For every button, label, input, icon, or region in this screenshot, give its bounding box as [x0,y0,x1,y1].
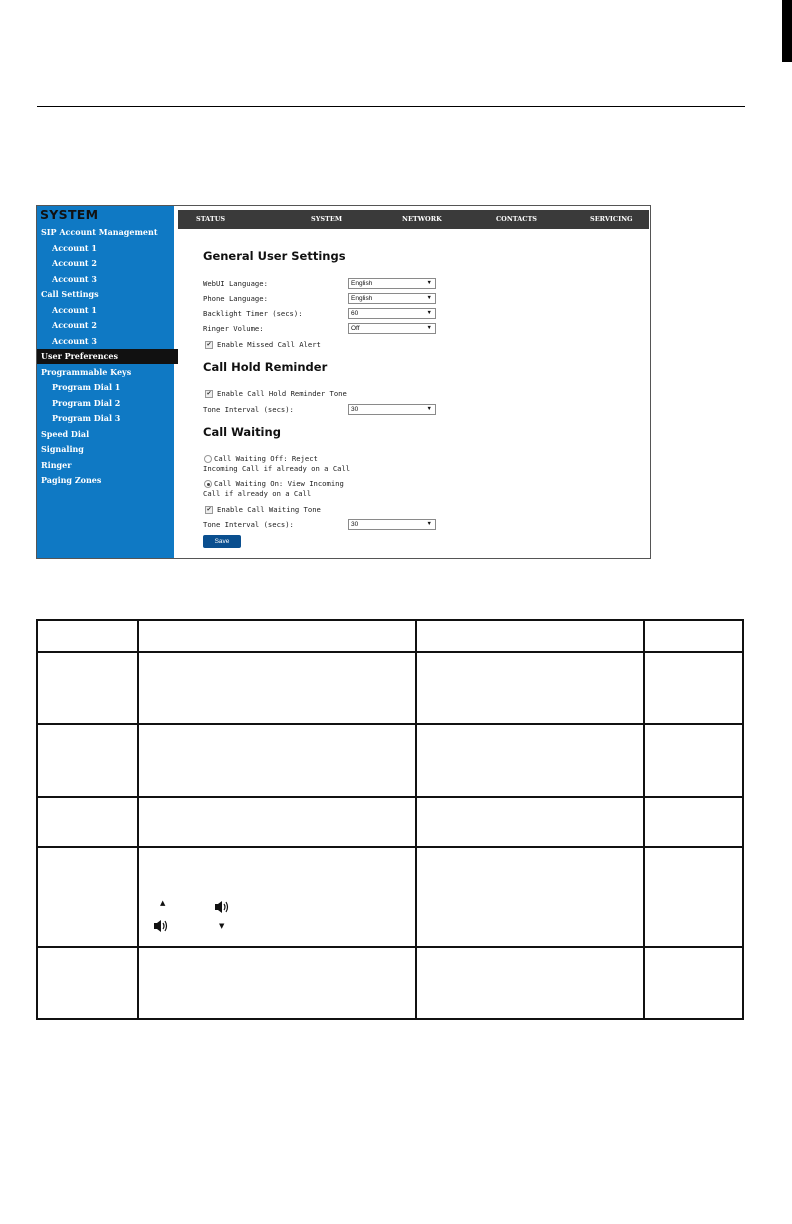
call-waiting-on-label-line2: Call if already on a Call [203,489,312,498]
call-waiting-off-label-line2: Incoming Call if already on a Call [203,464,351,473]
webui-language-select[interactable] [348,278,436,289]
sidebar-item-account-2[interactable]: Account 2 [52,320,97,330]
webui-language-value: English [351,280,373,287]
sidebar-item-account-3[interactable]: Account 3 [52,273,97,284]
page-edge-tab [782,0,792,62]
up-arrow-icon: ▲ [160,899,166,907]
hold-interval-label: Tone Interval (secs): [203,405,294,414]
phone-language-value: English [351,295,373,302]
sidebar-item-ringer[interactable]: Ringer [41,459,72,470]
sidebar-item-account-1[interactable]: Account 1 [52,242,97,253]
backlight-timer-value: 60 [351,310,359,317]
hold-interval-select[interactable] [348,404,436,415]
table-column-divider [137,621,139,1018]
ringer-volume-value: Off [351,325,360,332]
table-column-divider [415,621,417,1018]
call-waiting-on-label-line1: Call Waiting On: View Incoming [214,479,344,488]
ringer-volume-select[interactable] [348,323,436,334]
call-waiting-on-radio[interactable] [204,480,212,488]
dropdown-arrow-icon: ▼ [426,280,432,286]
sidebar-item-account-2[interactable]: Account 2 [52,258,97,268]
dropdown-arrow-icon: ▼ [426,325,432,331]
tab-network[interactable]: NETWORK [402,215,442,223]
dropdown-arrow-icon: ▼ [426,295,432,301]
missed-call-alert-checkbox[interactable]: ✔ [206,341,212,348]
down-arrow-icon: ▼ [219,922,225,930]
ringer-volume-label: Ringer Volume: [203,324,264,333]
waiting-interval-select[interactable] [348,519,436,530]
sidebar-item-account-1[interactable]: Account 1 [52,304,97,315]
sidebar [37,206,174,558]
sidebar-item-speed-dial[interactable]: Speed Dial [41,428,90,439]
tab-system[interactable]: SYSTEM [311,215,343,223]
table-row-divider [38,946,742,948]
sidebar-item-sip-account-management[interactable]: SIP Account Management [41,227,158,237]
tab-contacts[interactable]: CONTACTS [496,215,538,223]
backlight-timer-select[interactable] [348,308,436,319]
settings-table [36,619,744,1020]
call-waiting-off-label-line1: Call Waiting Off: Reject [214,454,318,463]
call-waiting-tone-checkbox[interactable]: ✔ [206,506,212,513]
sidebar-item-paging-zones[interactable]: Paging Zones [41,475,102,485]
call-waiting-heading: Call Waiting [203,425,281,439]
waiting-interval-value: 30 [351,521,359,528]
save-button[interactable]: Save [203,535,241,548]
general-settings-heading: General User Settings [203,249,346,263]
call-waiting-off-radio[interactable] [204,455,212,463]
hold-reminder-label: Enable Call Hold Reminder Tone [217,389,347,398]
hold-interval-value: 30 [351,406,359,413]
table-row-divider [38,846,742,848]
sidebar-item-call-settings[interactable]: Call Settings [41,289,99,299]
sidebar-title: SYSTEM [40,207,99,222]
sidebar-item-signaling[interactable]: Signaling [41,444,84,454]
tab-servicing[interactable]: SERVICING [590,215,633,223]
main-panel [174,206,650,558]
backlight-timer-label: Backlight Timer (secs): [203,309,303,318]
sidebar-item-program-dial-3[interactable]: Program Dial 3 [52,413,121,423]
table-row-divider [38,796,742,798]
sidebar-item-account-3[interactable]: Account 3 [52,335,97,346]
dropdown-arrow-icon: ▼ [426,406,432,412]
speaker-icon [154,920,168,935]
phone-language-label: Phone Language: [203,294,268,303]
speaker-icon [215,901,229,916]
sidebar-item-program-dial-1[interactable]: Program Dial 1 [52,382,121,392]
table-column-divider [643,621,645,1018]
sidebar-item-programmable-keys[interactable]: Programmable Keys [41,366,132,377]
missed-call-alert-label: Enable Missed Call Alert [217,340,321,349]
top-tab-bar [178,210,649,229]
waiting-interval-label: Tone Interval (secs): [203,520,294,529]
webui-screenshot [36,205,651,559]
hold-reminder-checkbox[interactable]: ✔ [206,390,212,397]
call-waiting-tone-label: Enable Call Waiting Tone [217,505,321,514]
call-hold-heading: Call Hold Reminder [203,360,328,374]
header-rule [37,106,745,107]
sidebar-item-program-dial-2[interactable]: Program Dial 2 [52,397,121,408]
table-row-divider [38,723,742,725]
webui-language-label: WebUI Language: [203,279,268,288]
dropdown-arrow-icon: ▼ [426,310,432,316]
sidebar-item-user-preferences[interactable]: User Preferences [37,349,178,364]
phone-language-select[interactable] [348,293,436,304]
tab-status[interactable]: STATUS [196,215,226,223]
dropdown-arrow-icon: ▼ [426,521,432,527]
table-row-divider [38,651,742,653]
